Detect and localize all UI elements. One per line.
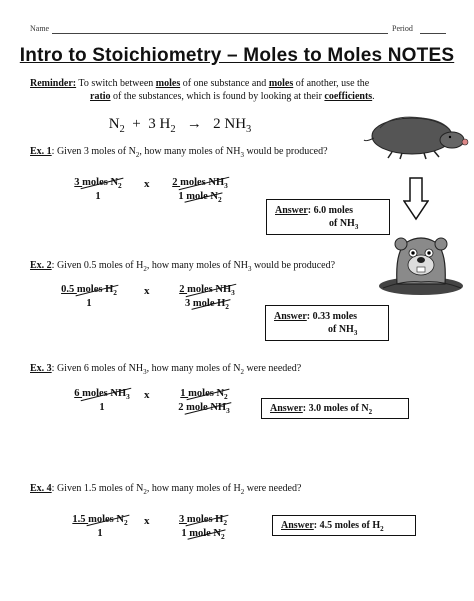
cartoon-mole-illustration — [375, 232, 465, 296]
example-4-ratio-fraction: 3 moles $H_2$ 1 mole $N_2$ — [179, 514, 227, 542]
period-blank-line[interactable] — [420, 33, 446, 34]
reminder-paragraph: Reminder: To switch between moles of one substance and moles of another, use the ratio of the substances, which is found by looking at their coefficients. — [30, 78, 375, 102]
example-1-answer-box: Answer: 6.0 moles of $NH_3$ — [266, 199, 390, 235]
example-2-ratio-fraction: 2 moles $NH_3$ 3 mole $H_2$ — [179, 284, 235, 312]
name-blank-line[interactable] — [52, 33, 388, 34]
reminder-label: Reminder: — [30, 78, 77, 89]
example-2-given-fraction: 0.5 moles $H_2$ 1 — [61, 284, 117, 309]
period-label: Period — [392, 24, 413, 33]
example-2-times: x — [144, 285, 150, 297]
balanced-equation: $N_2 + 3$ $H_2$ → 2 $NH_3$ — [108, 116, 252, 135]
down-arrow-icon — [403, 177, 429, 221]
example-3-times: x — [144, 389, 150, 401]
example-1-question: Ex. 1: Given 3 moles of $N_2$, how many moles of $NH_3$ would be produced? — [30, 146, 328, 159]
example-3-question: Ex. 3: Given 6 moles of $NH_3$, how many moles of $N_2$ were needed? — [30, 363, 302, 376]
example-4-times: x — [144, 515, 150, 527]
example-4-answer-box: Answer: 4.5 moles of $H_2$ — [272, 515, 416, 536]
mole-animal-illustration — [362, 106, 470, 162]
example-4-given-fraction: 1.5 moles $N_2$ 1 — [72, 514, 128, 539]
example-1-times: x — [144, 178, 150, 190]
example-3-answer-box: Answer: 3.0 moles of $N_2$ — [261, 398, 409, 419]
example-1-given-fraction: 3 moles $N_2$ 1 — [74, 177, 122, 202]
reaction-arrow-icon: → — [186, 116, 202, 132]
name-label: Name — [30, 24, 50, 33]
example-4-question: Ex. 4: Given 1.5 moles of $N_2$, how many moles of $H_2$ were needed? — [30, 483, 302, 496]
example-3-ratio-fraction: 1 moles $N_2$ 2 mole $NH_3$ — [178, 388, 230, 416]
page-title: Intro to Stoichiometry – Moles to Moles NOTES — [19, 45, 455, 66]
example-2-question: Ex. 2: Given 0.5 moles of $H_2$, how many moles of $NH_3$ would be produced? — [30, 260, 336, 273]
example-3-given-fraction: 6 moles $NH_3$ 1 — [74, 388, 130, 413]
example-1-ratio-fraction: 2 moles $NH_3$ 1 mole $N_2$ — [172, 177, 228, 205]
example-2-answer-box: Answer: 0.33 moles of $NH_3$ — [265, 305, 389, 341]
